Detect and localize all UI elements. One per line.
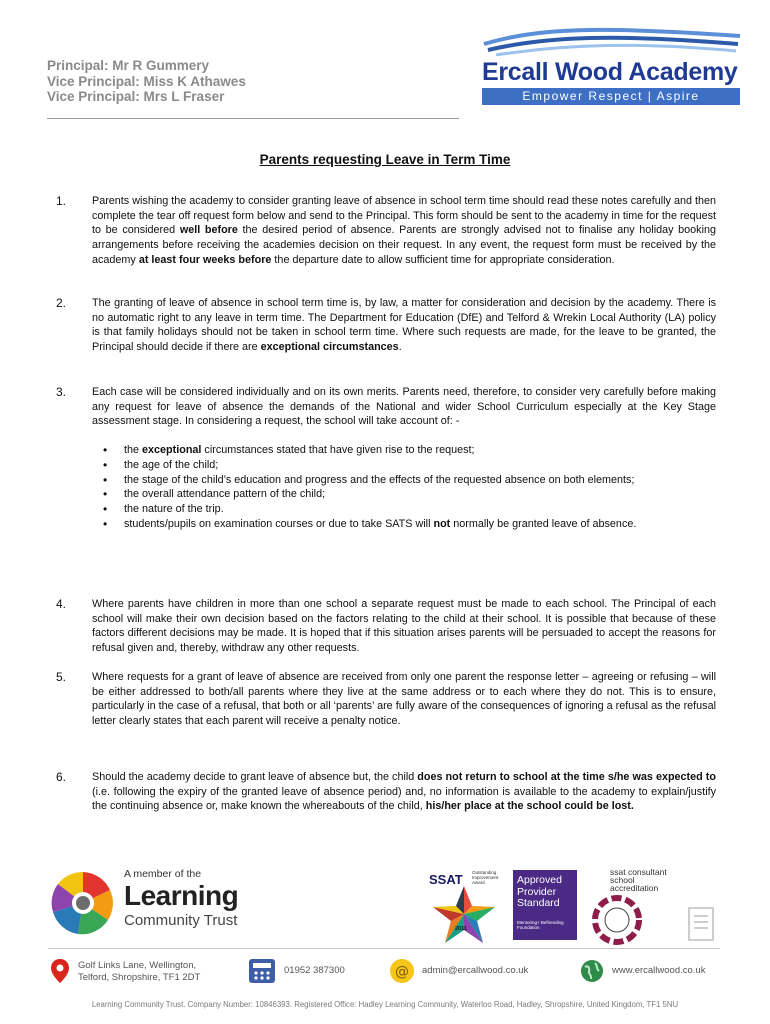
lct-name: Learning xyxy=(124,880,239,911)
ssat-star-icon xyxy=(429,884,499,946)
ssat-badge-title: SSAT xyxy=(429,872,463,887)
svg-text:@: @ xyxy=(395,964,409,980)
paragraph-text: Should the academy decide to grant leave of absence but, the child does not return to school at the time s/he was expected to (i.e. following the expiry of the granted leave of absence period) and, no information is available to the academy to explain/justify the continuing absence or, make known the whereabouts of the child, his/her place at the school could be lost. xyxy=(92,771,716,813)
list-item: • the nature of the trip. xyxy=(92,502,716,517)
paragraph-3 xyxy=(56,385,716,531)
paragraph-5 xyxy=(56,670,716,729)
paragraph-number: 6. xyxy=(56,770,67,784)
paragraph-text: Parents wishing the academy to consider granting leave of absence in school term time should read these notes carefully and then complete the tear off request form below and send to the Principal. This form should be sent to the academy in time for the request to be considered well before the desired period of absence. Parents are strongly advised not to finalise any holiday booking arrangements before receiving the academies decision on their request. In any event, the request form must be received by the academy at least four weeks before the departure date to allow sufficient time for appropriate consideration. xyxy=(92,195,716,266)
list-item: • students/pupils on examination courses or due to take SATS will not normally be granted leave of absence. xyxy=(92,517,716,532)
location-pin-icon xyxy=(50,958,70,984)
emphasis-text: his/her place at the school could be lost. xyxy=(425,800,634,813)
staff-principal: Principal: Mr R Gummery xyxy=(47,58,210,73)
footer-divider xyxy=(48,948,720,949)
registration-notice: Learning Community Trust. Company Number: 10846393. Registered Office: Hadley Learning Community, Waterloo Road, Hadley, Shropshire, United Kingdom, TF1 5NU xyxy=(91,1000,679,1009)
approved-provider-title: Approved Provider Standard xyxy=(517,874,562,909)
paragraph-number: 5. xyxy=(56,670,67,684)
list-item: • the age of the child; xyxy=(92,458,716,473)
consultant-school-badge: ssat consultant school accreditation xyxy=(610,867,667,893)
school-phone: 01952 387300 xyxy=(284,965,345,976)
paragraph-number: 4. xyxy=(56,597,67,611)
list-item: • the exceptional circumstances stated that have given rise to the request; xyxy=(92,443,716,458)
emphasis-text: exceptional xyxy=(142,444,202,457)
paragraph-text: Where parents have children in more than one school a separate request must be made to each school. The Principal of each school will make their own decision based on the factors relating to the child at their school. It is possible that because of these factors different decisions may be made. It is hoped that if this situation arises parents will be persuaded to accept the reasons for refusal given and, thereby, withdraw any other requests. xyxy=(92,598,716,655)
contact-phone xyxy=(248,956,368,986)
paragraph-2 xyxy=(56,296,716,355)
paragraph-1 xyxy=(56,194,716,268)
staff-vice-principal-2: Vice Principal: Mrs L Fraser xyxy=(47,89,225,104)
paragraph-text: The granting of leave of absence in school term time is, by law, a matter for consideration and decision by the academy. There is no automatic right to any leave in term time. The Department for Education (DfE) and Telford & Wrekin Local Authority (LA) policy is that family holidays should not be taken in school term time. Where such requests are made, for the leave to be granted, the Principal should decide if there are exceptional circumstances. xyxy=(92,297,716,354)
approved-provider-badge xyxy=(513,870,577,940)
header-divider xyxy=(47,118,459,119)
ssat-badge-award: Outstanding Improvement Award xyxy=(472,870,499,885)
lct-emblem-icon xyxy=(48,868,118,938)
paragraph-number: 1. xyxy=(56,194,67,208)
learning-community-trust-logo xyxy=(48,862,258,942)
school-tagline: Empower Respect | Aspire xyxy=(482,88,740,105)
contact-email[interactable] xyxy=(389,956,559,986)
school-logo xyxy=(478,22,743,106)
list-item: • the overall attendance pattern of the child; xyxy=(92,487,716,502)
email-icon xyxy=(389,958,415,984)
paragraph-number: 2. xyxy=(56,296,67,310)
globe-icon xyxy=(580,958,604,984)
contact-address xyxy=(50,956,250,986)
staff-list xyxy=(47,58,246,105)
ssat-badge-year: 2011 xyxy=(455,926,467,932)
staff-vice-principal-1: Vice Principal: Miss K Athawes xyxy=(47,73,246,89)
emphasis-text: at least four weeks before xyxy=(138,253,272,266)
paragraph-6 xyxy=(56,770,716,814)
emphasis-text: exceptional circumstances xyxy=(260,341,399,354)
contact-website[interactable] xyxy=(580,956,725,986)
page-title: Parents requesting Leave in Term Time xyxy=(259,152,511,167)
paragraph-number: 3. xyxy=(56,385,67,399)
considerations-list xyxy=(92,443,716,531)
emphasis-text: well before xyxy=(179,224,238,237)
school-website[interactable]: www.ercallwood.co.uk xyxy=(612,965,706,976)
school-email[interactable]: admin@ercallwood.co.uk xyxy=(422,965,529,976)
lct-member-text: A member of the xyxy=(124,868,202,880)
paragraph-4 xyxy=(56,597,716,656)
school-name: Ercall Wood Academy xyxy=(482,58,738,86)
wave-logo-icon xyxy=(478,22,743,56)
paragraph-text: Where requests for a grant of leave of absence are received from only one parent the response letter – agreeing or refusing – will be either addressed to both/all parents where they live at the same address or to each where they do not. This is to ensure, particularly in the case of a refusal, that both or all ‘parents’ are fully aware of the consequences of ignoring a refusal as the refusal letter clearly states that each parent will receive a penalty notice. xyxy=(92,671,716,728)
approved-provider-subtitle: Mentoring+ Befriending Foundation xyxy=(517,919,564,930)
arts-council-ring-icon xyxy=(590,894,644,946)
document-icon xyxy=(687,906,717,942)
emphasis-text: not xyxy=(433,517,451,530)
accreditation-badges xyxy=(425,866,720,946)
emphasis-text: does not return to school at the time s/he was expected to xyxy=(417,771,716,783)
list-item: • the stage of the child’s education and progress and the effects of the requested absence on both elements; xyxy=(92,473,716,488)
paragraph-text: Each case will be considered individually and on its own merits. Parents need, therefore, to consider very carefully before making any request for leave of absence the demands of the National and wider School Curriculum especially at the Key Stage assessment stage. In considering a request, the school will take account of: - xyxy=(92,386,716,428)
lct-subtitle: Community Trust xyxy=(124,912,238,929)
school-address: Golf Links Lane, Wellington, Telford, Shropshire, TF1 2DT xyxy=(78,960,201,983)
phone-icon xyxy=(248,958,276,984)
